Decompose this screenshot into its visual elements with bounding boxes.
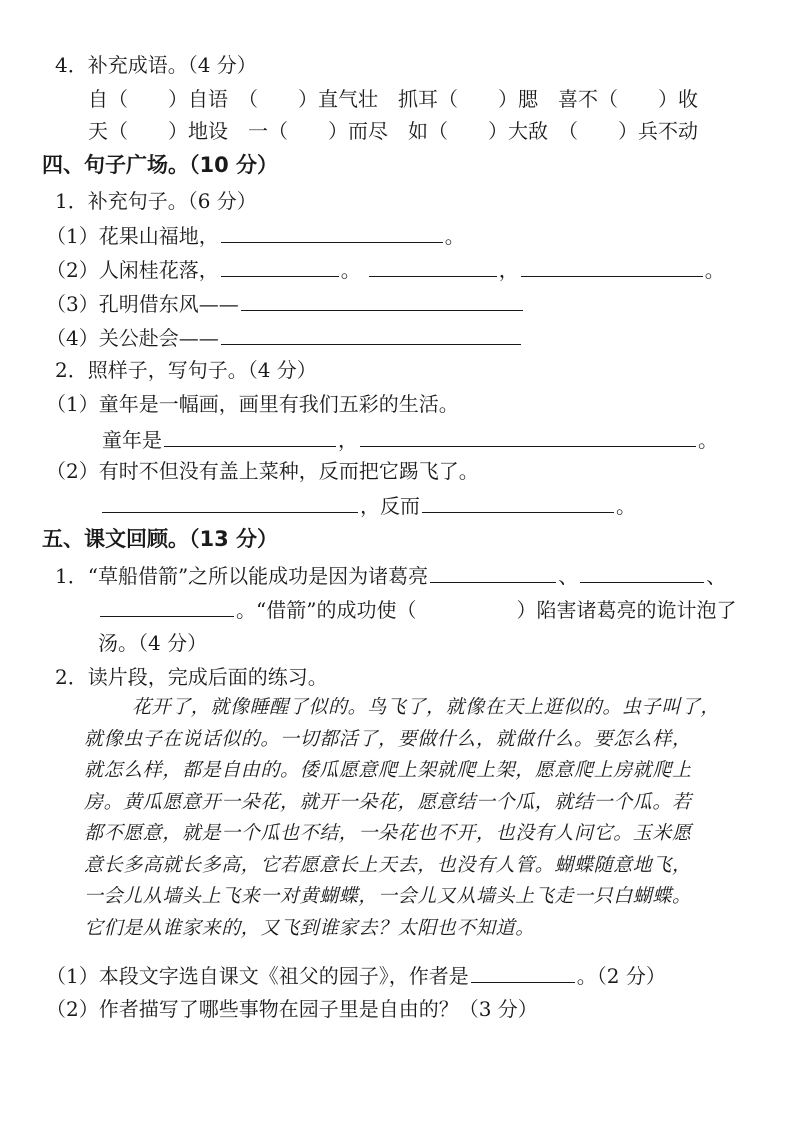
sentence-4 (46, 324, 523, 351)
passage-line: 花开了，就像睡醒了似的。鸟飞了，就像在天上逛似的。虫子叫了， (132, 696, 721, 718)
separator: 、 (706, 564, 727, 588)
period: 。 (444, 224, 465, 248)
passage-question-1 (46, 962, 666, 989)
sentence-2-blank-3[interactable] (521, 256, 703, 277)
sentence-4-blank[interactable] (221, 324, 521, 345)
passage-line: 一会儿从墙头上飞来一对黄蝴蝶，一会儿又从墙头上飞走一只白蝴蝶。 (84, 885, 692, 907)
comma: ， (498, 258, 519, 282)
passage-line: 意长多高就长多高，它若愿意长上天去，也没有人管。蝴蝶随意地飞， (84, 853, 692, 876)
passage-question-2: （2）作者描写了哪些事物在园子里是自由的？（3 分） (46, 997, 538, 1021)
section-5-heading: 五、课文回顾。（13 分） (42, 527, 279, 551)
comma: ， (338, 428, 358, 452)
sentence-1 (46, 222, 465, 249)
sentence-3 (46, 290, 525, 317)
sentence-3-text: （3）孔明借东风—— (46, 292, 239, 316)
period: 。 (340, 258, 361, 282)
period: 。 (698, 428, 718, 452)
sec5-q1-line-1 (55, 562, 726, 589)
sec5-q2-title: 2．读片段，完成后面的练习。 (55, 665, 328, 689)
example-2-mid: ，反而 (360, 494, 420, 518)
section-4-heading: 四、句子广场。（10 分） (42, 153, 279, 177)
q4-idiom-row-1: 自（ ）自语 （ ）直气壮 抓耳（ ）腮 喜不（ ）收 (88, 87, 698, 111)
reading-passage (84, 692, 720, 944)
passage-q1-score: 。（2 分） (576, 964, 666, 988)
q4-title: 4．补充成语。（4 分） (55, 53, 257, 77)
sec4-sub1-title: 1．补充句子。（6 分） (55, 189, 257, 213)
passage-line: 就怎么样，都是自由的。倭瓜愿意爬上架就爬上架，愿意爬上房就爬上 (84, 759, 692, 781)
sec5-q1-blank-2[interactable] (580, 562, 704, 583)
period: 。 (616, 494, 636, 518)
example-1-blank-2[interactable] (360, 426, 696, 447)
period: 。 (704, 258, 725, 282)
sentence-2-text: （2）人闲桂花落， (46, 258, 219, 282)
example-1-answer (102, 426, 718, 453)
sec5-q1-line-2 (98, 596, 736, 623)
sentence-4-text: （4）关公赴会—— (46, 326, 219, 350)
example-2-answer (100, 492, 636, 519)
sec5-q1-blank-3[interactable] (100, 596, 234, 617)
example-1-blank-1[interactable] (164, 426, 336, 447)
passage-q1-text: （1）本段文字选自课文《祖父的园子》，作者是 (46, 964, 469, 988)
sec5-q1-text-a: 1．“草船借箭”之所以能成功是因为诸葛亮 (55, 564, 429, 588)
sentence-1-blank[interactable] (221, 222, 443, 243)
separator: 、 (558, 564, 579, 588)
passage-line: 房。黄瓜愿意开一朵花，就开一朵花，愿意结一个瓜，就结一个瓜。若 (84, 790, 692, 813)
sentence-2-blank-1[interactable] (221, 256, 339, 277)
sentence-2 (46, 256, 725, 283)
example-1-prefix: 童年是 (102, 428, 162, 452)
sec5-q1-text-b: 。“借箭”的成功使（ ）陷害诸葛亮的诡计泡了 (236, 598, 737, 622)
example-1: （1）童年是一幅画，画里有我们五彩的生活。 (46, 392, 459, 416)
example-2: （2）有时不但没有盖上菜种，反而把它踢飞了。 (46, 459, 479, 483)
sec5-q1-line-3: 汤。（4 分） (98, 631, 208, 655)
sentence-3-blank[interactable] (241, 290, 523, 311)
example-2-blank-2[interactable] (422, 492, 614, 513)
sec4-sub2-title: 2．照样子，写句子。（4 分） (55, 358, 317, 382)
passage-q1-blank[interactable] (471, 962, 575, 983)
passage-line: 它们是从谁家来的，又飞到谁家去？太阳也不知道。 (84, 916, 535, 939)
sec5-q1-blank-1[interactable] (430, 562, 556, 583)
q4-idiom-row-2: 天（ ）地设 一（ ）而尽 如（ ）大敌 （ ）兵不动 (88, 119, 698, 143)
sentence-1-text: （1）花果山福地， (46, 224, 219, 248)
passage-line: 就像虫子在说话似的。一切都活了，要做什么，就做什么。要怎么样， (84, 727, 692, 750)
example-2-blank-1[interactable] (102, 492, 358, 513)
sentence-2-blank-2[interactable] (369, 256, 497, 277)
passage-line: 都不愿意，就是一个瓜也不结，一朵花也不开，也没有人问它。玉米愿 (84, 822, 692, 844)
